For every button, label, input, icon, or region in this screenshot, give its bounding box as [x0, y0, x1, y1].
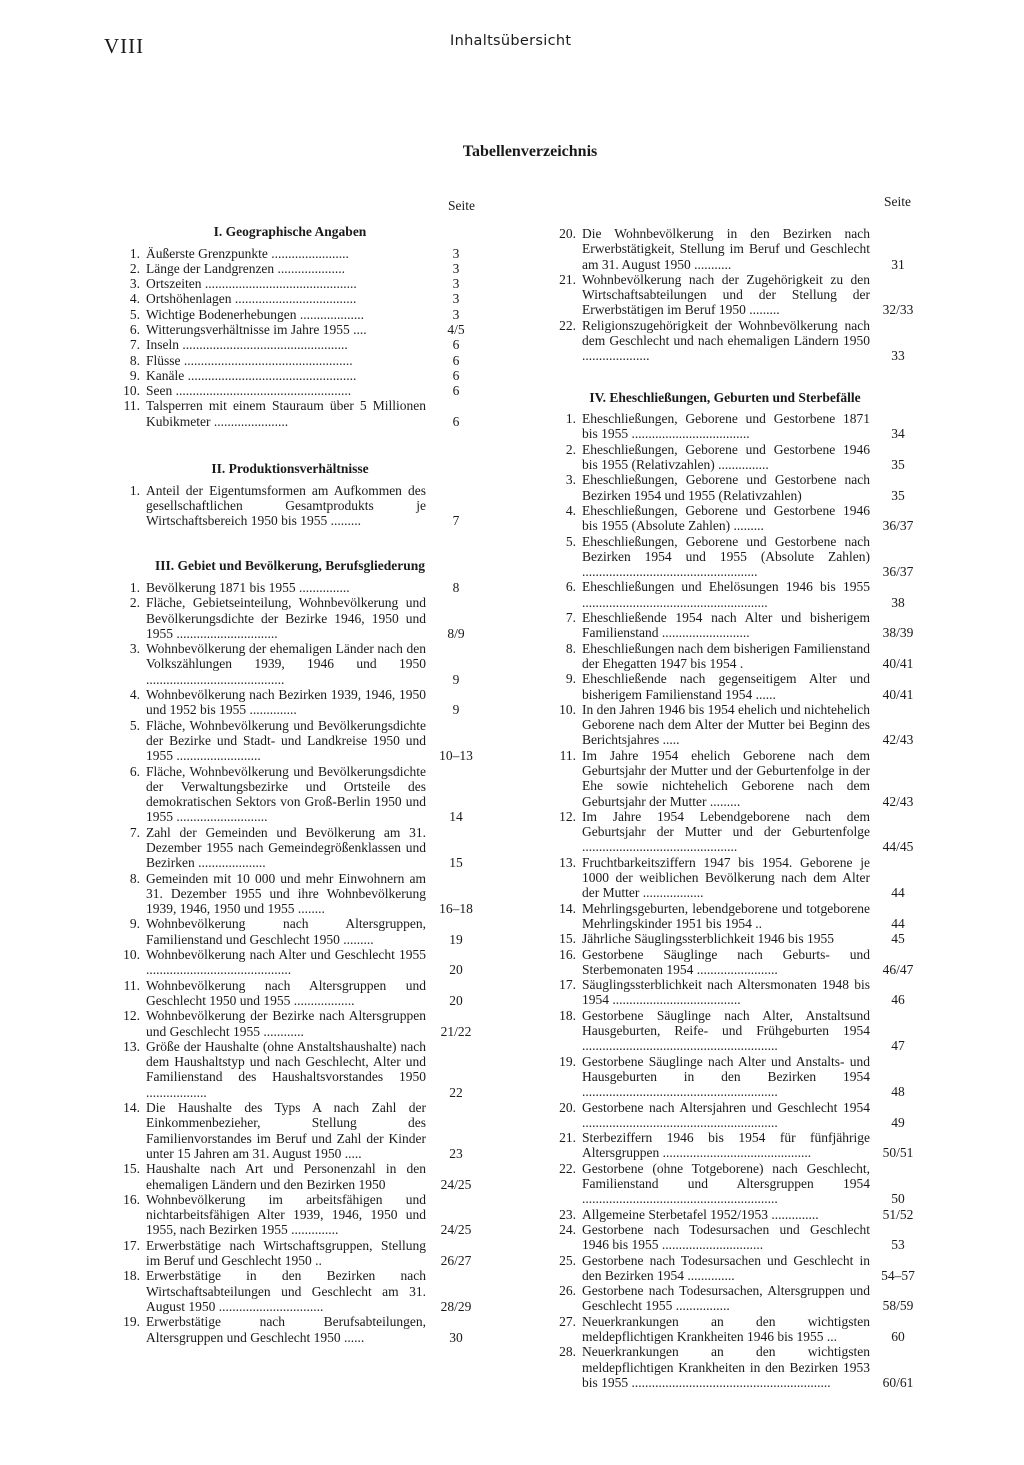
entry-number: 19. [123, 1314, 140, 1330]
entry-page: 8/9 [447, 625, 465, 641]
toc-entry [548, 671, 926, 702]
right-toc [548, 226, 926, 1390]
right-column [548, 0, 926, 1465]
toc-entry [548, 442, 926, 473]
section-title: I. Geographische Angaben [213, 224, 367, 239]
entry-number: 6. [129, 321, 140, 337]
toc-entry [548, 1130, 926, 1161]
entry-page: 31 [891, 256, 905, 272]
toc-entry [118, 916, 486, 947]
entry-page: 60 [891, 1328, 905, 1344]
entry-number: 1. [129, 579, 140, 595]
entry-text: Kanäle .................................................. [146, 367, 357, 383]
toc-entry [548, 318, 926, 364]
entry-text: Länge der Landgrenzen .................... [146, 260, 346, 276]
toc-entry [118, 322, 486, 337]
entry-number: 21. [559, 1130, 576, 1146]
entry-text: Wohnbevölkerung nach Altersgruppen und Geschlecht 1950 und 1955 .................. [146, 977, 426, 1008]
left-toc [118, 224, 486, 1345]
entry-text: Mehrlingsgeburten, lebendgeborene und totgeborene Mehrlingskinder 1951 bis 1954 .. [582, 900, 870, 931]
entry-page: 45 [891, 931, 905, 947]
entry-page: 15 [449, 855, 463, 871]
entry-number: 23. [559, 1206, 576, 1222]
toc-entry [118, 353, 486, 368]
entry-text: Gestorbene Säuglinge nach Alter, Anstaltsund Hausgeburten, Reife- und Frühgeburten 1954 .......................................................... [582, 1007, 870, 1054]
toc-entry [118, 764, 486, 825]
toc-entry [548, 641, 926, 672]
toc-entry [118, 483, 486, 529]
toc-entry [548, 472, 926, 503]
toc-entry [118, 1268, 486, 1314]
entry-page: 38/39 [882, 625, 914, 641]
entry-page: 4/5 [447, 321, 465, 337]
toc-entry [548, 748, 926, 809]
entry-page: 28/29 [440, 1298, 472, 1314]
entry-number: 10. [123, 383, 140, 399]
toc-entry [118, 825, 486, 871]
entry-number: 8. [129, 352, 140, 368]
entry-number: 15. [559, 931, 576, 947]
entry-page: 9 [452, 671, 460, 687]
entry-number: 5. [565, 533, 576, 549]
entry-text: Gestorbene nach Todesursachen und Geschlecht in den Bezirken 1954 .............. [582, 1252, 870, 1283]
entry-text: Ortszeiten ............................................. [146, 276, 357, 292]
left-column [118, 0, 486, 1465]
entry-page: 24/25 [440, 1222, 472, 1238]
entry-page: 50/51 [882, 1145, 914, 1161]
toc-entry [548, 1054, 926, 1100]
toc-entry [118, 1008, 486, 1039]
toc-entry [118, 276, 486, 291]
toc-entry [548, 411, 926, 442]
section-title: IV. Eheschließungen, Geburten und Sterbefälle [589, 389, 861, 405]
entry-page: 6 [452, 413, 460, 429]
entry-text: Witterungsverhältnisse im Jahre 1955 .... [146, 321, 367, 337]
entry-number: 12. [123, 1008, 140, 1024]
entry-page: 46/47 [882, 961, 914, 977]
entry-number: 24. [559, 1221, 576, 1237]
entry-number: 1. [129, 245, 140, 261]
section-title: II. Produktionsverhältnisse [211, 461, 369, 477]
entry-number: 17. [559, 977, 576, 993]
entry-number: 13. [123, 1038, 140, 1054]
entry-text: Wohnbevölkerung nach Alter und Geschlecht 1955 ........................................... [146, 947, 426, 978]
entry-text: Wohnbevölkerung nach Altersgruppen, Familienstand und Geschlecht 1950 ......... [146, 916, 426, 947]
entry-number: 16. [559, 946, 576, 962]
entry-number: 13. [559, 854, 576, 870]
entry-number: 3. [565, 472, 576, 488]
entry-page: 46 [891, 992, 905, 1008]
entry-page: 42/43 [882, 793, 914, 809]
running-head: Inhaltsübersicht [450, 33, 572, 49]
entry-number: 3. [129, 276, 140, 292]
entry-page: 3 [452, 276, 460, 292]
entry-text: Wohnbevölkerung der ehemaligen Länder nach den Volkszählungen 1939, 1946 und 1950 ......................................... [146, 641, 426, 687]
toc-entry [118, 1192, 486, 1238]
entry-page: 44/45 [882, 839, 914, 855]
toc-entry [548, 1222, 926, 1253]
entry-page: 19 [449, 931, 463, 947]
entry-number: 20. [559, 226, 576, 241]
entry-page: 40/41 [882, 686, 914, 702]
entry-page: 33 [891, 348, 905, 364]
entry-number: 6. [129, 763, 140, 779]
entry-page: 3 [452, 306, 460, 322]
entry-text: Eheschließungen, Geborene und Gestorbene nach Bezirken 1954 und 1955 (Absolute Zahlen) .................................................... [582, 533, 870, 580]
entry-text: Gestorbene (ohne Totgeborene) nach Geschlecht, Familienstand und Altersgruppen 1954 .......................................................... [582, 1160, 870, 1207]
entry-text: Fläche, Wohnbevölkerung und Bevölkerungsdichte der Bezirke und Stadt- und Landkreise 1950 und 1955 ......................... [146, 717, 426, 764]
entry-number: 14. [123, 1100, 140, 1116]
entry-page: 50 [891, 1191, 905, 1207]
toc-entry [548, 901, 926, 932]
entry-page: 58/59 [882, 1298, 914, 1314]
toc-entry [548, 272, 926, 318]
entry-page: 30 [449, 1329, 463, 1345]
entry-page: 34 [891, 426, 905, 442]
entry-text: Bevölkerung 1871 bis 1955 ............... [146, 579, 350, 595]
entry-page: 35 [891, 457, 905, 473]
toc-entry [118, 246, 486, 261]
entry-number: 1. [129, 482, 140, 498]
entry-text: Wohnbevölkerung nach der Zugehörigkeit zu den Wirtschaftsabteilungen und der Stellung der Erwerbstätigen im Beruf 1950 ......... [582, 271, 870, 318]
entry-number: 15. [123, 1161, 140, 1177]
entry-text: Die Wohnbevölkerung in den Bezirken nach Erwerbstätigkeit, Stellung im Beruf und Geschlecht am 31. August 1950 ........... [582, 226, 870, 272]
toc-entry [118, 261, 486, 276]
entry-page: 32/33 [882, 302, 914, 318]
entry-text: Wichtige Bodenerhebungen ................... [146, 306, 365, 322]
entry-text: Fruchtbarkeitsziffern 1947 bis 1954. Geborene je 1000 der weiblichen Bevölkerung nach dem Alter der Mutter .................. [582, 854, 870, 901]
entry-text: Neuerkrankungen an den wichtigsten meldepflichtigen Krankheiten 1946 bis 1955 ... [582, 1313, 870, 1344]
toc-entry [118, 595, 486, 641]
entry-number: 25. [559, 1252, 576, 1268]
toc-entry [118, 580, 486, 595]
entry-text: Fläche, Wohnbevölkerung und Bevölkerungsdichte der Verwaltungsbezirke und Ortsteile des demokratischen Sektors von Groß-Berlin 1950 und 1955 ........................... [146, 763, 426, 825]
toc-entry [118, 383, 486, 398]
entry-number: 1. [565, 411, 576, 427]
entry-text: Erwerbstätige nach Wirtschaftsgruppen, Stellung im Beruf und Geschlecht 1950 .. [146, 1237, 426, 1269]
entry-text: Im Jahre 1954 Lebendgeborene nach dem Geburtsjahr der Mutter und der Geburtenfolge .............................................. [582, 808, 870, 855]
entry-page: 51/52 [882, 1206, 914, 1222]
toc-entry [548, 947, 926, 978]
toc-entry [548, 1008, 926, 1054]
toc-entry [548, 809, 926, 855]
entry-number: 8. [565, 640, 576, 656]
entry-page: 6 [452, 337, 460, 353]
entry-number: 19. [559, 1053, 576, 1069]
toc-entry [548, 977, 926, 1008]
entry-number: 21. [559, 271, 576, 287]
entry-number: 11. [123, 977, 140, 993]
entry-page: 53 [891, 1237, 905, 1253]
entry-page: 35 [891, 487, 905, 503]
toc-entry [118, 337, 486, 352]
entry-number: 18. [123, 1268, 140, 1284]
entry-number: 9. [129, 367, 140, 383]
entry-number: 2. [565, 441, 576, 457]
entry-number: 20. [559, 1099, 576, 1115]
entry-text: Eheschließungen, Geborene und Gestorbene 1946 bis 1955 (Absolute Zahlen) ......... [582, 502, 870, 534]
entry-text: Im Jahre 1954 ehelich Geborene nach dem Geburtsjahr der Mutter und der Geburtenfolge in der Ehe sowie nichtehelich Geborene nach dem Geburtsjahr der Mutter ......... [582, 747, 870, 809]
toc-entry [118, 291, 486, 306]
entry-number: 2. [129, 595, 140, 611]
entry-page: 47 [891, 1038, 905, 1054]
entry-number: 7. [129, 337, 140, 353]
page-number: VIII [104, 34, 145, 58]
toc-entry [548, 1207, 926, 1222]
entry-number: 9. [129, 916, 140, 932]
entry-page: 8 [452, 579, 460, 595]
entry-number: 22. [559, 317, 576, 333]
document-title: Tabellenverzeichnis [462, 143, 598, 160]
entry-text: Wohnbevölkerung nach Bezirken 1939, 1946, 1950 und 1952 bis 1955 .............. [146, 687, 426, 718]
entry-text: Wohnbevölkerung im arbeitsfähigen und nichtarbeitsfähigen Alter 1939, 1946, 1950 und 1955, nach Bezirken 1955 .............. [146, 1191, 426, 1238]
entry-page: 14 [449, 809, 463, 825]
toc-entry [548, 503, 926, 534]
entry-page: 42/43 [882, 732, 914, 748]
entry-number: 4. [129, 291, 140, 307]
entry-page: 36/37 [882, 564, 914, 580]
toc-entry [548, 1314, 926, 1345]
entry-page: 44 [891, 885, 905, 901]
entry-text: Gestorbene Säuglinge nach Geburts- und Sterbemonaten 1954 ........................ [582, 946, 870, 977]
entry-number: 5. [129, 717, 140, 733]
entry-text: Zahl der Gemeinden und Bevölkerung am 31. Dezember 1955 nach Gemeindegrößenklassen und Bezirken .................... [146, 824, 426, 871]
toc-entry [118, 368, 486, 383]
entry-page: 26/27 [440, 1253, 472, 1269]
entry-text: Eheschließungen, Geborene und Gestorbene 1946 bis 1955 (Relativzahlen) ............... [582, 441, 870, 473]
entry-page: 6 [452, 352, 460, 368]
toc-entry [548, 610, 926, 641]
toc-entry [118, 1100, 486, 1161]
entry-number: 12. [559, 808, 576, 824]
toc-entry [118, 307, 486, 322]
entry-text: Fläche, Gebietseinteilung, Wohnbevölkerung und Bevölkerungsdichte der Bezirke 1946, 1950 und 1955 .............................. [146, 595, 426, 641]
entry-text: Ortshöhenlagen .................................... [146, 291, 357, 307]
toc-entry [118, 1314, 486, 1345]
entry-text: Sterbeziffern 1946 bis 1954 für fünfjährige Altersgruppen ............................................ [582, 1130, 870, 1161]
toc-entry [118, 978, 486, 1009]
entry-number: 11. [123, 398, 140, 414]
entry-text: Neuerkrankungen an den wichtigsten meldepflichtigen Krankheiten in den Bezirken 1953 bis 1955 ........................................................... [582, 1344, 870, 1390]
entry-page: 6 [452, 383, 460, 399]
entry-page: 54–57 [881, 1267, 915, 1283]
entry-text: Allgemeine Sterbetafel 1952/1953 .............. [582, 1206, 819, 1222]
entry-text: In den Jahren 1946 bis 1954 ehelich und nichtehelich Geborene nach dem Alter der Mutter bei Beginn des Berichtsjahres ..... [582, 701, 870, 748]
entry-text: Die Haushalte des Typs A nach Zahl der Einkommenbezieher, Stellung des Familienvorstandes im Beruf und Zahl der Kinder unter 15 Jahren am 31. August 1950 ..... [146, 1100, 426, 1161]
entry-text: Gestorbene nach Todesursachen, Altersgruppen und Geschlecht 1955 ................ [582, 1283, 870, 1314]
entry-text: Säuglingssterblichkeit nach Altersmonaten 1948 bis 1954 ...................................... [582, 977, 870, 1008]
entry-text: Erwerbstätige in den Bezirken nach Wirtschaftsabteilungen und Geschlecht am 31. August 1950 ............................... [146, 1268, 426, 1314]
entry-page: 20 [449, 992, 463, 1008]
entry-number: 8. [129, 870, 140, 886]
entry-text: Gestorbene Säuglinge nach Alter und Anstalts- und Hausgeburten in den Bezirken 1954 .......................................................... [582, 1053, 870, 1100]
entry-text: Seen .................................................... [146, 383, 352, 399]
entry-page: 16–18 [439, 901, 473, 917]
entry-number: 4. [565, 502, 576, 518]
entry-number: 7. [129, 824, 140, 840]
entry-page: 3 [452, 245, 460, 261]
toc-entry [548, 1161, 926, 1207]
entry-text: Gemeinden mit 10 000 und mehr Einwohnern am 31. Dezember 1955 und ihre Wohnbevölkerung 1939, 1946, 1950 und 1955 ........ [146, 870, 426, 917]
section-title: III. Gebiet und Bevölkerung, Berufsgliederung [154, 558, 426, 574]
toc-entry [118, 1238, 486, 1269]
entry-number: 2. [129, 260, 140, 276]
entry-page: 48 [891, 1084, 905, 1100]
toc-entry [548, 931, 926, 946]
entry-text: Wohnbevölkerung der Bezirke nach Altersgruppen und Geschlecht 1955 ............ [146, 1008, 426, 1039]
entry-page: 40/41 [882, 655, 914, 671]
seite-label-left: Seite [448, 198, 475, 213]
entry-page: 7 [452, 513, 460, 529]
entry-page: 44 [891, 915, 905, 931]
entry-page: 21/22 [440, 1023, 472, 1039]
entry-page: 24/25 [440, 1176, 472, 1192]
entry-text: Talsperren mit einem Stauraum über 5 Millionen Kubikmeter ...................... [146, 398, 426, 429]
toc-entry [548, 1344, 926, 1390]
entry-page: 49 [891, 1114, 905, 1130]
entry-page: 6 [452, 367, 460, 383]
entry-text: Flüsse .................................................. [146, 352, 353, 368]
entry-text: Eheschließende 1954 nach Alter und bisherigem Familienstand .......................... [582, 610, 870, 641]
entry-number: 22. [559, 1160, 576, 1176]
toc-entry [548, 1100, 926, 1131]
entry-text: Eheschließungen und Ehelösungen 1946 bis 1955 ....................................................... [582, 579, 870, 610]
entry-number: 26. [559, 1283, 576, 1299]
toc-entry [118, 1161, 486, 1192]
toc-entry [118, 641, 486, 687]
entry-page: 23 [449, 1145, 463, 1161]
entry-number: 5. [129, 306, 140, 322]
entry-text: Jährliche Säuglingssterblichkeit 1946 bis 1955 [582, 931, 834, 947]
toc-entry [118, 718, 486, 764]
entry-number: 16. [123, 1191, 140, 1207]
entry-number: 10. [559, 701, 576, 717]
entry-number: 28. [559, 1344, 576, 1360]
entry-text: Eheschließungen, Geborene und Gestorbene 1871 bis 1955 ................................... [582, 411, 870, 442]
entry-page: 20 [449, 962, 463, 978]
entry-text: Anteil der Eigentumsformen am Aufkommen des gesellschaftlichen Gesamtprodukts je Wirtschaftsbereich 1950 bis 1955 ......... [146, 482, 426, 529]
entry-number: 7. [565, 610, 576, 626]
entry-page: 10–13 [439, 748, 473, 764]
toc-entry [548, 534, 926, 580]
entry-number: 11. [559, 747, 576, 763]
toc-entry [548, 1253, 926, 1284]
toc-entry [118, 687, 486, 718]
toc-entry [118, 871, 486, 917]
entry-text: Haushalte nach Art und Personenzahl in den ehemaligen Ländern und den Bezirken 1950 [146, 1161, 426, 1192]
entry-text: Eheschließungen, Geborene und Gestorbene nach Bezirken 1954 und 1955 (Relativzahlen) [582, 472, 870, 503]
entry-text: Äußerste Grenzpunkte ....................... [146, 245, 349, 261]
entry-number: 14. [559, 900, 576, 916]
entry-text: Religionszugehörigkeit der Wohnbevölkerung nach dem Geschlecht und nach ehemaligen Ländern 1950 .................... [582, 317, 870, 364]
seite-label-right: Seite [884, 194, 911, 209]
entry-text: Eheschließungen nach dem bisherigen Familienstand der Ehegatten 1947 bis 1954 . [582, 640, 870, 671]
entry-page: 38 [891, 594, 905, 610]
toc-entry [548, 855, 926, 901]
entry-text: Gestorbene nach Todesursachen und Geschlecht 1946 bis 1955 .............................. [582, 1221, 870, 1253]
toc-entry [548, 226, 926, 272]
entry-number: 17. [123, 1237, 140, 1253]
entry-page: 22 [449, 1084, 463, 1100]
entry-number: 4. [129, 687, 140, 703]
entry-number: 6. [565, 579, 576, 595]
entry-number: 9. [565, 671, 576, 687]
entry-text: Inseln ................................................. [146, 337, 348, 353]
entry-text: Eheschließende nach gegenseitigem Alter und bisherigem Familienstand 1954 ...... [582, 671, 870, 702]
entry-text: Größe der Haushalte (ohne Anstaltshaushalte) nach dem Haushaltstyp und nach Geschlecht, Alter und Familienstand des Haushaltsvorstandes 1950 .................. [146, 1038, 426, 1100]
toc-entry [118, 947, 486, 978]
entry-page: 3 [452, 291, 460, 307]
entry-number: 18. [559, 1007, 576, 1023]
entry-page: 9 [452, 702, 460, 718]
entry-page: 3 [452, 260, 460, 276]
entry-page: 36/37 [882, 518, 914, 534]
entry-number: 27. [559, 1313, 576, 1329]
entry-text: Gestorbene nach Altersjahren und Geschlecht 1954 .......................................................... [582, 1099, 870, 1130]
toc-entry [118, 398, 486, 429]
entry-number: 10. [123, 947, 140, 963]
toc-entry [548, 702, 926, 748]
entry-page: 60/61 [882, 1374, 914, 1390]
entry-number: 3. [129, 641, 140, 657]
toc-entry [118, 1039, 486, 1100]
toc-entry [548, 579, 926, 610]
toc-entry [548, 1283, 926, 1314]
entry-text: Erwerbstätige nach Berufsabteilungen, Altersgruppen und Geschlecht 1950 ...... [146, 1314, 426, 1345]
